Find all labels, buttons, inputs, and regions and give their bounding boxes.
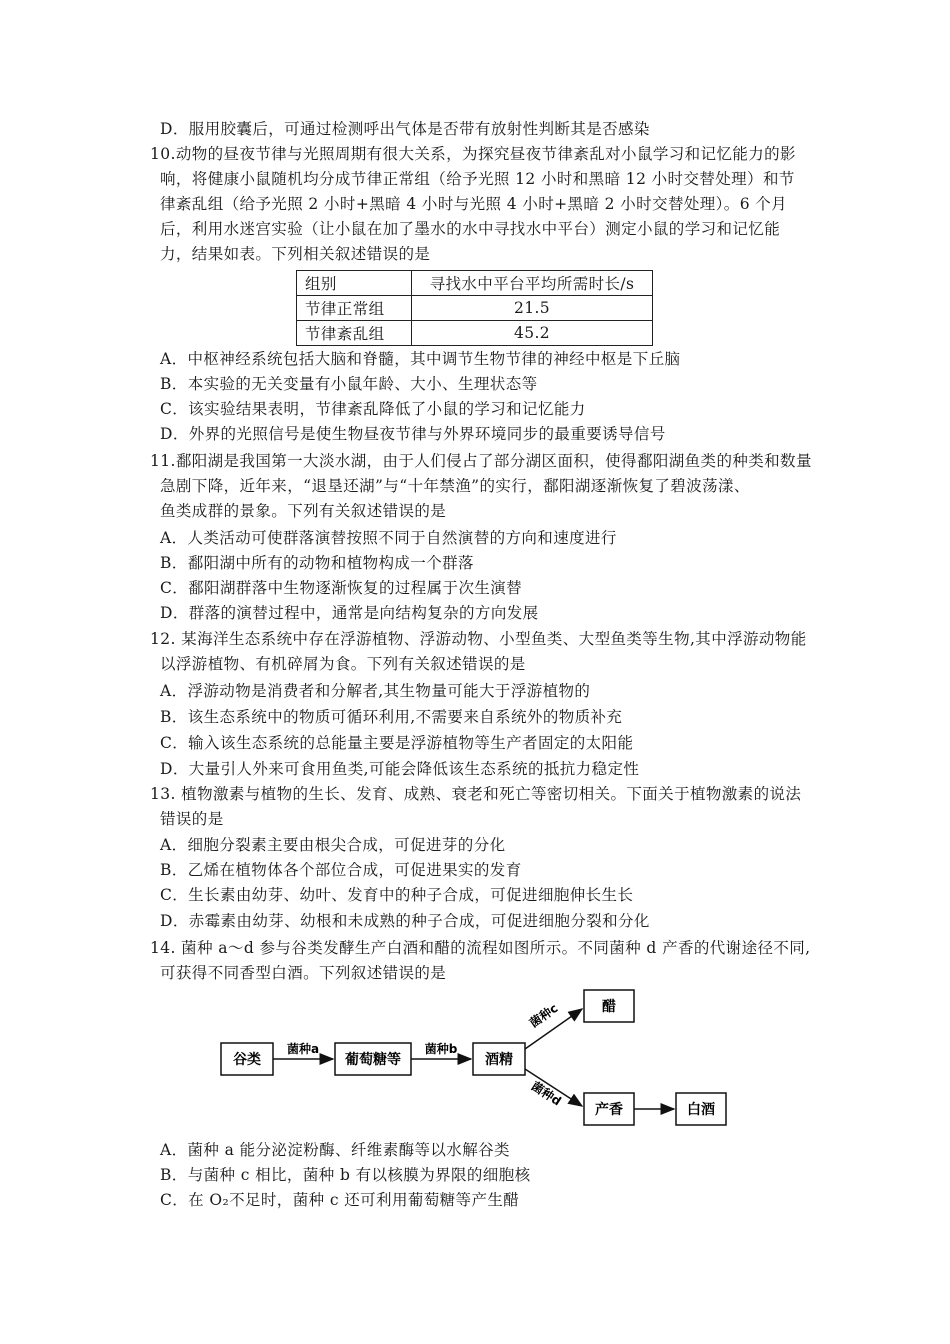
q10-option-d: D．外界的光照信号是使生物昼夜节律与外界环境同步的最重要诱导信号 [160, 425, 666, 443]
q11-option-d: D．群落的演替过程中，通常是向结构复杂的方向发展 [160, 604, 539, 622]
node-glucose-label: 葡萄糖等 [345, 1052, 401, 1068]
q13-stem-line: 13. 植物激素与植物的生长、发育、成熟、衰老和死亡等密切相关。下面关于植物激素的说法 [150, 785, 802, 803]
node-liquor-label: 白酒 [687, 1102, 715, 1118]
q12-option-c: C．输入该生态系统的总能量主要是浮游植物等生产者固定的太阳能 [160, 734, 634, 752]
table-cell: 21.5 [412, 296, 653, 321]
q13-option-a: A．细胞分裂素主要由根尖合成，可促进芽的分化 [160, 836, 506, 854]
q12-option-a: A．浮游动物是消费者和分解者,其生物量可能大于浮游植物的 [160, 682, 591, 700]
q13-option-d: D．赤霉素由幼芽、幼根和未成熟的种子合成，可促进细胞分裂和分化 [160, 912, 650, 930]
table-header-row [297, 271, 653, 296]
q14-option-c: C．在 O₂不足时，菌种 c 还可利用葡萄糖等产生醋 [160, 1191, 520, 1209]
node-grain-label: 谷类 [233, 1052, 261, 1068]
q10-stem-line: 10.动物的昼夜节律与光照周期有很大关系，为探究昼夜节律紊乱对小鼠学习和记忆能力的影 [150, 145, 796, 163]
node-aroma-label: 产香 [595, 1102, 623, 1118]
q10-option-c: C．该实验结果表明，节律紊乱降低了小鼠的学习和记忆能力 [160, 400, 586, 418]
table-row [297, 296, 653, 321]
q10-result-table [296, 270, 653, 346]
table-cell: 45.2 [412, 321, 653, 346]
q11-stem-line: 11.鄱阳湖是我国第一大淡水湖，由于人们侵占了部分湖区面积，使得鄱阳湖鱼类的种类和数量 [150, 452, 812, 470]
table-cell: 节律紊乱组 [297, 321, 412, 346]
q10-stem-line: 律紊乱组（给予光照 2 小时+黑暗 4 小时与光照 4 小时+黑暗 2 小时交替处理）。6 个月 [160, 195, 788, 213]
table-cell: 节律正常组 [297, 296, 412, 321]
q13-option-c: C．生长素由幼芽、幼叶、发育中的种子合成，可促进细胞伸长生长 [160, 886, 634, 904]
q14-stem-line: 14. 菌种 a～d 参与谷类发酵生产白酒和醋的流程如图所示。不同菌种 d 产香的代谢途径不同, [150, 939, 811, 957]
q13-option-b: B．乙烯在植物体各个部位合成，可促进果实的发育 [160, 861, 522, 879]
q12-stem-line: 12. 某海洋生态系统中存在浮游植物、浮游动物、小型鱼类、大型鱼类等生物,其中浮游动物能 [150, 630, 807, 648]
node-alcohol-label: 酒精 [485, 1052, 513, 1068]
edge-b-label: 菌种b [424, 1042, 458, 1056]
q10-stem-line: 响，将健康小鼠随机均分成节律正常组（给予光照 12 小时和黑暗 12 小时交替处理）和节 [160, 170, 795, 188]
q10-option-a: A．中枢神经系统包括大脑和脊髓，其中调节生物节律的神经中枢是下丘脑 [160, 350, 681, 368]
node-vinegar-label: 醋 [602, 999, 616, 1015]
fermentation-flow-diagram [200, 985, 760, 1135]
q14-option-a: A．菌种 a 能分泌淀粉酶、纤维素酶等以水解谷类 [160, 1141, 510, 1159]
q14-stem-line: 可获得不同香型白酒。下列叙述错误的是 [160, 964, 447, 982]
q11-option-c: C．鄱阳湖群落中生物逐渐恢复的过程属于次生演替 [160, 579, 523, 597]
q12-stem-line: 以浮游植物、有机碎屑为食。下列有关叙述错误的是 [160, 655, 526, 673]
q12-option-b: B．该生态系统中的物质可循环利用,不需要来自系统外的物质补充 [160, 708, 623, 726]
q12-option-d: D．大量引人外来可食用鱼类,可能会降低该生态系统的抵抗力稳定性 [160, 760, 640, 778]
q10-stem-line: 后，利用水迷宫实验（让小鼠在加了墨水的水中寻找水中平台）测定小鼠的学习和记忆能 [160, 220, 781, 238]
q11-stem-line: 急剧下降，近年来，“退垦还湖”与“十年禁渔”的实行，鄱阳湖逐渐恢复了碧波荡漾、 [160, 477, 750, 495]
edge-d-label: 菌种d [528, 1078, 564, 1109]
q14-option-b: B．与菌种 c 相比，菌种 b 有以核膜为界限的细胞核 [160, 1166, 531, 1184]
table-header-cell: 组别 [297, 271, 412, 296]
q13-stem-line: 错误的是 [160, 810, 224, 828]
q11-option-a: A．人类活动可使群落演替按照不同于自然演替的方向和速度进行 [160, 529, 617, 547]
edge-a-label: 菌种a [286, 1042, 320, 1056]
q9-option-d: D．服用胶囊后，可通过检测呼出气体是否带有放射性判断其是否感染 [160, 120, 650, 138]
q11-option-b: B．鄱阳湖中所有的动物和植物构成一个群落 [160, 554, 474, 572]
q10-option-b: B．本实验的无关变量有小鼠年龄、大小、生理状态等 [160, 375, 538, 393]
q10-stem-line: 力，结果如表。下列相关叙述错误的是 [160, 245, 431, 263]
edge-c-label: 菌种c [526, 1001, 561, 1031]
table-header-cell: 寻找水中平台平均所需时长/s [412, 271, 653, 296]
table-row [297, 321, 653, 346]
q11-stem-line: 鱼类成群的景象。下列有关叙述错误的是 [160, 502, 447, 520]
